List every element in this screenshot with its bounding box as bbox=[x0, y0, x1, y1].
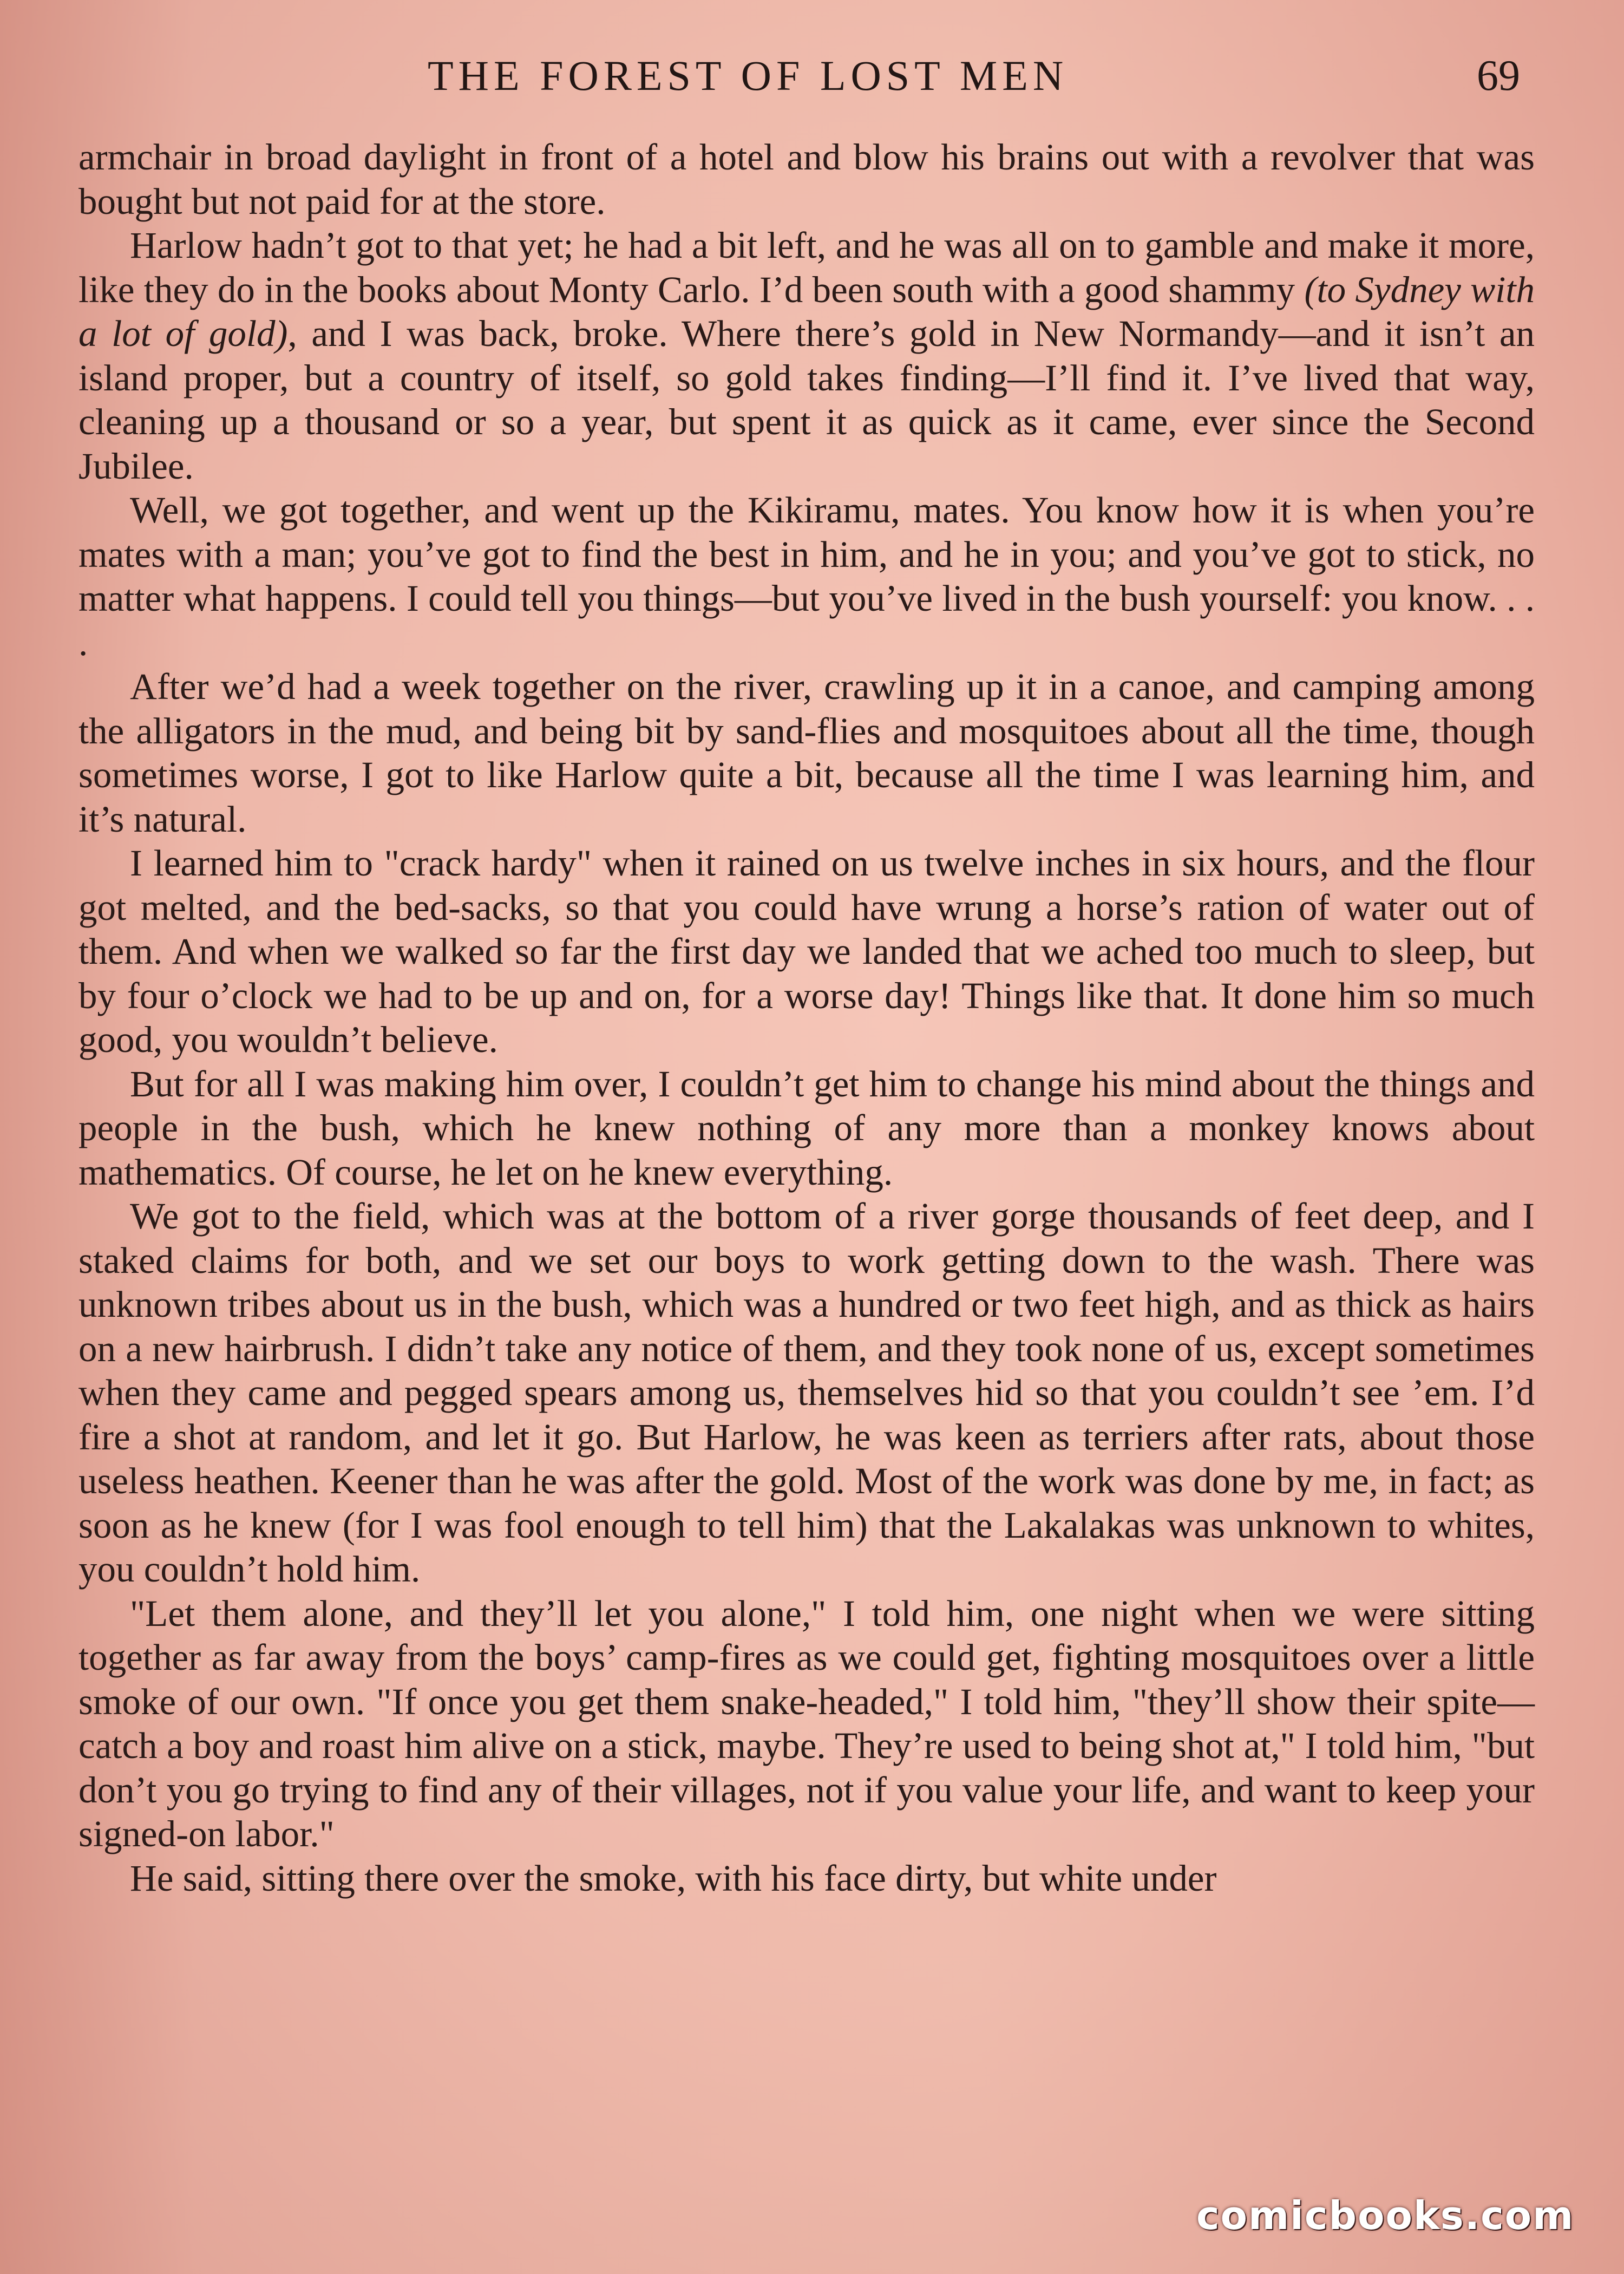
paragraph-9: He said, sitting there over the smoke, with his face dirty, but white under bbox=[130, 1857, 1217, 1899]
paragraph-3: Well, we got together, and went up the Kikiramu, mates. You know how it is when you’re mates with a man; you’ve got to find the best in him, and he in you; and you’ve got to stick, no matter what happens. I could tell you things—but you’ve lived in the bush yourself: you know. . . . bbox=[78, 489, 1535, 663]
paragraph-8: "Let them alone, and they’ll let you alone," I told him, one night when we were sitting together as far away from the boys’ camp-fires as we could get, fighting mosquitoes over a little smoke of our own. "If once you get them snake-headed," I told him, "they’ll show their spite—catch a boy and roast him alive on a stick, maybe. They’re used to being shot at," I told him, "but don’t you go trying to find any of their villages, not if you value your life, and want to keep your signed-on labor." bbox=[78, 1592, 1535, 1854]
page-header bbox=[0, 51, 1624, 111]
running-title: THE FOREST OF LOST MEN bbox=[428, 52, 1069, 99]
paragraph-2-text-start: Harlow hadn’t got to that yet; he had a bit left, and he was all on to gamble and make it more, like they do in the books about Monty Carlo. I’d been south with a good shammy bbox=[78, 225, 1535, 310]
paragraph-2-italic-aside: (to Sydney with a lot of gold) bbox=[78, 269, 1535, 354]
paragraph-2 bbox=[78, 224, 1535, 488]
paragraph-6: But for all I was making him over, I couldn’t get him to change his mind about the things and people in the bush, which he knew nothing of any more than a monkey knows about mathematics. Of course, he let on he knew everything. bbox=[78, 1063, 1535, 1193]
watermark: comicbooks.com bbox=[1196, 2193, 1575, 2238]
paragraph-4: After we’d had a week together on the river, crawling up it in a canoe, and camping among the alligators in the mud, and being bit by sand-flies and mosquitoes about all the time, though sometimes worse, I got to like Harlow quite a bit, because all the time I was learning him, and it’s natural. bbox=[78, 666, 1535, 840]
paragraph-1: armchair in broad daylight in front of a hotel and blow his brains out with a revolver that was bought but not paid for at the store. bbox=[78, 136, 1535, 222]
paragraph-2-text-end: , and I was back, broke. Where there’s gold in New Normandy—and it isn’t an island proper, but a country of itself, so gold takes finding—I’ll find it. I’ve lived that way, cleaning up a thousand or so a year, but spent it as quick as it came, ever since the Second Jubilee. bbox=[78, 313, 1535, 487]
body-text bbox=[78, 135, 1535, 1900]
page-number: 69 bbox=[1477, 52, 1520, 100]
paragraph-7: We got to the field, which was at the bottom of a river gorge thousands of feet deep, and I staked claims for both, and we set our boys to work getting down to the wash. There was unknown tribes about us in the bush, which was a hundred or two feet high, and as thick as hairs on a new hairbrush. I didn’t take any notice of them, and they took none of us, except sometimes when they came and pegged spears among us, themselves hid so that you couldn’t see ’em. I’d fire a shot at random, and let it go. But Harlow, he was keen as terriers after rats, about those useless heathen. Keener than he was after the gold. Most of the work was done by me, in fact; as soon as he knew (for I was fool enough to tell him) that the Lakalakas was unknown to whites, you couldn’t hold him. bbox=[78, 1195, 1535, 1590]
paragraph-5: I learned him to "crack hardy" when it rained on us twelve inches in six hours, and the flour got melted, and the bed-sacks, so that you could have wrung a horse’s ration of water out of them. And when we walked so far the first day we landed that we ached too much to sleep, but by four o’clock we had to be up and on, for a worse day! Things like that. It done him so much good, you wouldn’t believe. bbox=[78, 842, 1535, 1060]
